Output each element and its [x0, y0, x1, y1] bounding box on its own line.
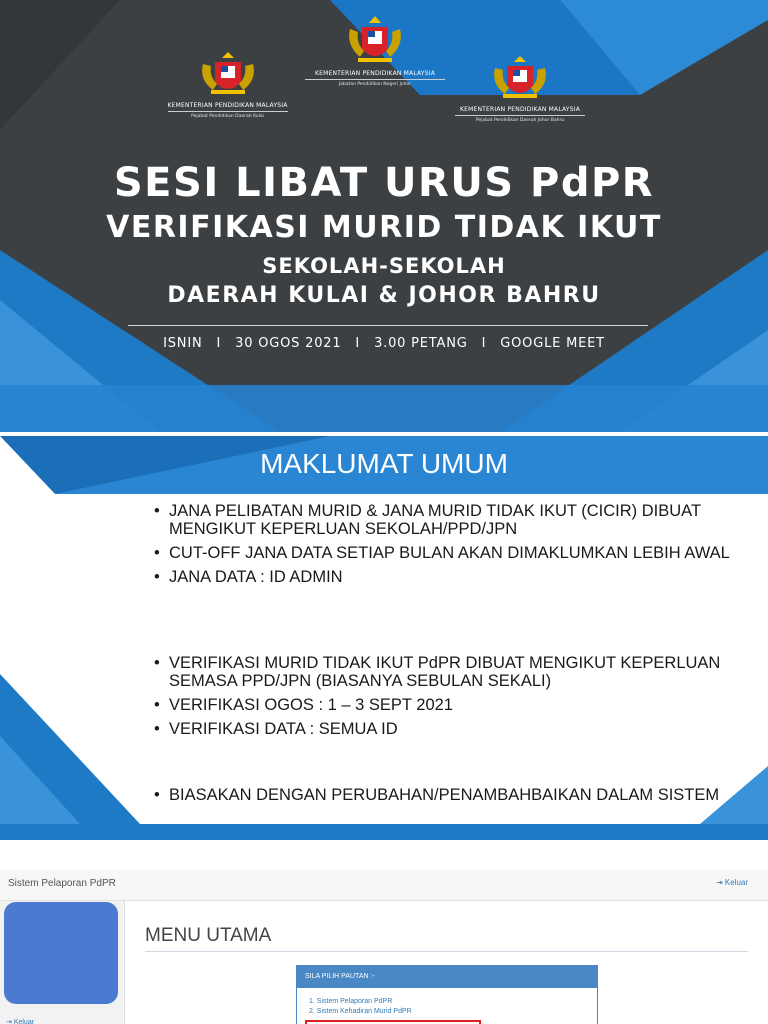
crest-left-ministry: KEMENTERIAN PENDIDIKAN MALAYSIA [167, 102, 288, 109]
page-title: MENU UTAMA [145, 925, 272, 946]
bullet-item: • CUT-OFF JANA DATA SETIAP BULAN AKAN DIMAKLUMKAN LEBIH AWAL [154, 544, 754, 562]
bullet-group-3 [154, 786, 754, 810]
sidebar-logout-link[interactable] [6, 1018, 34, 1024]
session-day: ISNIN [163, 336, 203, 351]
crest-right-ministry: KEMENTERIAN PENDIDIKAN MALAYSIA [459, 106, 581, 113]
app-title: Sistem Pelaporan PdPR [8, 878, 116, 889]
coat-of-arms-icon [344, 14, 406, 66]
crest-center-rule [305, 79, 445, 80]
crest-center [300, 14, 450, 87]
crest-center-ministry: KEMENTERIAN PENDIDIKAN MALAYSIA [314, 70, 436, 77]
menu-panel [296, 965, 598, 1024]
session-time: 3.00 PETANG [374, 336, 468, 351]
slide-subtitle-2: SEKOLAH-SEKOLAH [262, 254, 506, 278]
logout-link[interactable] [716, 878, 748, 887]
meta-separator: I [355, 336, 361, 351]
bullet-item: • VERIFIKASI MURID TIDAK IKUT PdPR DIBUAT MENGIKUT KEPERLUAN SEMASA PPD/JPN (BIASANYA SEBULAN SEKALI) [154, 654, 754, 690]
crest-left-rule [168, 111, 288, 112]
meta-separator: I [216, 336, 222, 351]
title-divider [128, 325, 648, 326]
slide-subtitle-3: DAERAH KULAI & JOHOR BAHRU [167, 283, 601, 308]
menu-screenshot-slide [0, 862, 768, 1024]
slide-title: MAKLUMAT UMUM [260, 448, 508, 479]
crest-right-office: Pejabat Pendidikan Daerah Johor Bahru [475, 118, 565, 123]
heading-divider [145, 951, 748, 952]
bullet-item: • JANA DATA : ID ADMIN [154, 568, 754, 586]
logout-label: Keluar [724, 878, 748, 887]
slide-subtitle: VERIFIKASI MURID TIDAK IKUT [106, 210, 662, 245]
crest-center-office: Jabatan Pendidikan Negeri Johor [338, 82, 412, 87]
title-slide [0, 0, 768, 432]
bullet-item: • BIASAKAN DENGAN PERUBAHAN/PENAMBAHBAIKAN DALAM SISTEM [154, 786, 754, 804]
coat-of-arms-icon [197, 50, 259, 98]
bullet-group-1 [154, 502, 754, 592]
crest-left [160, 50, 295, 119]
sidebar-logout-label: Keluar [13, 1019, 35, 1024]
bullet-item: • VERIFIKASI DATA : SEMUA ID [154, 720, 754, 738]
session-date: 30 OGOS 2021 [235, 336, 342, 351]
session-meta [0, 336, 768, 351]
menu-link-pelaporan[interactable]: 1. Sistem Pelaporan PdPR [309, 998, 393, 1005]
highlight-box [305, 1020, 481, 1024]
menu-link-kehadiran[interactable]: 2. Sistem Kehadiran Murid PdPR [309, 1008, 412, 1015]
info-slide-background [0, 436, 768, 840]
avatar [4, 902, 118, 1004]
crest-right [450, 54, 590, 123]
logout-icon: ⇥ [6, 1019, 14, 1024]
info-slide [0, 436, 768, 840]
menu-panel-heading: SILA PILIH PAUTAN :- [297, 966, 597, 988]
bullet-group-2 [154, 654, 754, 744]
bullet-item: • VERIFIKASI OGOS : 1 – 3 SEPT 2021 [154, 696, 754, 714]
slide-title: SESI LIBAT URUS PdPR [113, 160, 655, 206]
session-platform: GOOGLE MEET [500, 336, 605, 351]
crest-left-office: Pejabat Pendidikan Daerah Kulai [191, 114, 264, 119]
meta-separator: I [481, 336, 487, 351]
bullet-item: • JANA PELIBATAN MURID & JANA MURID TIDAK IKUT (CICIR) DIBUAT MENGIKUT KEPERLUAN SEKOLAH/PPD/JPN [154, 502, 754, 538]
crest-right-rule [455, 115, 585, 116]
logout-icon: ⇥ [715, 878, 725, 887]
coat-of-arms-icon [489, 54, 551, 102]
